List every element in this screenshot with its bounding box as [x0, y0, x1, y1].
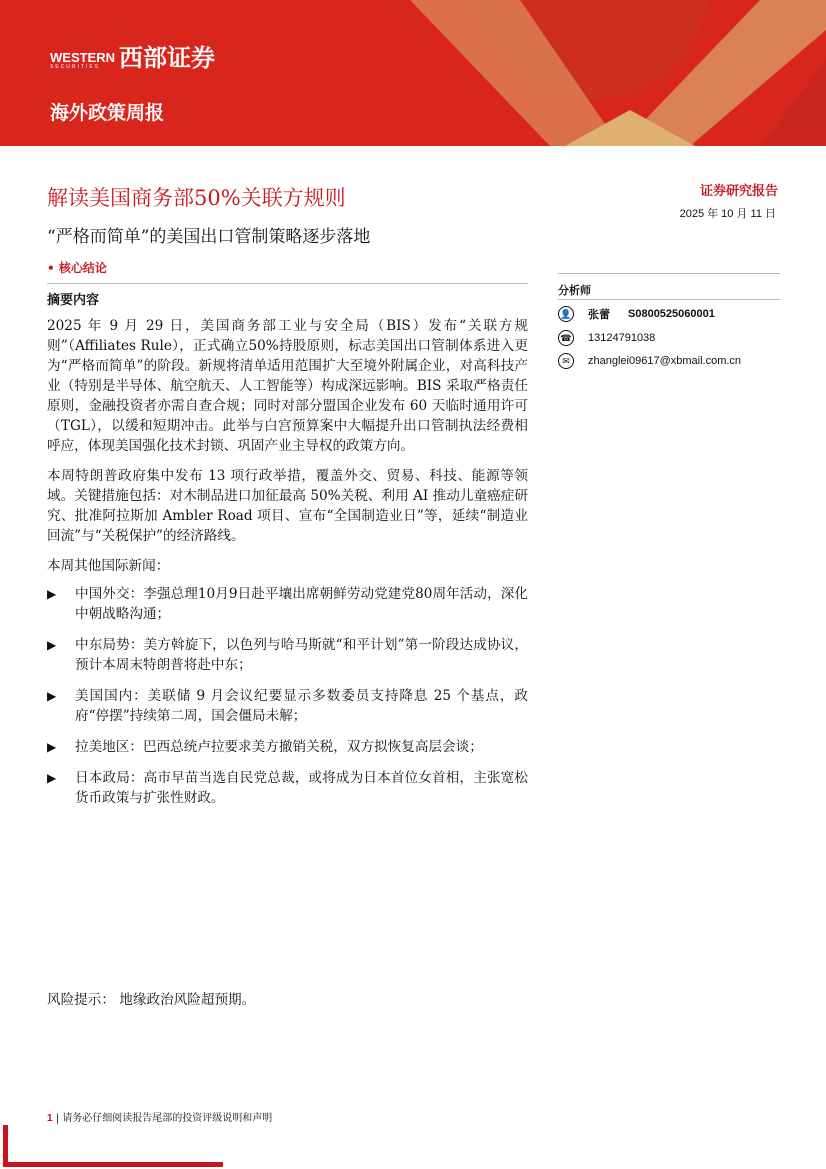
abstract-body: [47, 316, 528, 819]
risk-warning: 风险提示： 地缘政治风险超预期。: [47, 992, 256, 1008]
report-date: 2025 年 10 月 11 日: [679, 208, 776, 220]
analyst-email[interactable]: zhanglei09617@xbmail.com.cn: [588, 355, 742, 367]
analyst-heading: 分析师: [558, 284, 591, 297]
footer: [47, 1109, 272, 1124]
divider: [558, 273, 780, 274]
footer-bar: [3, 1162, 223, 1167]
divider: [558, 299, 780, 300]
list-item-text: 日本政局：高市早苗当选自民党总裁，或将成为日本首位女首相，主张宽松货币政策与扩张性财政。: [75, 770, 528, 806]
bullet-icon: ▶: [47, 740, 57, 754]
logo-cn: 西部证券: [119, 44, 215, 72]
analyst-cert: S0800525060001: [628, 308, 715, 320]
bullet-icon: ▶: [47, 771, 57, 785]
analyst-email-row: [558, 353, 741, 369]
list-item-text: 拉美地区：巴西总统卢拉要求美方撤销关税，双方拟恢复高层会谈；: [75, 739, 483, 755]
analyst-phone: 13124791038: [588, 332, 656, 344]
company-logo: [50, 46, 215, 70]
core-conclusion-heading: • 核心结论: [47, 261, 107, 275]
analyst-phone-row: [558, 330, 655, 346]
report-type: 证券研究报告: [699, 184, 778, 199]
page-number: 1: [47, 1113, 53, 1124]
list-item: [47, 768, 528, 808]
series-title: 海外政策周报: [50, 102, 165, 124]
logo-sub: SECURITIES: [50, 64, 101, 70]
list-item-text: 中东局势：美方斡旋下，以色列与哈马斯就“和平计划”第一阶段达成协议，预计本周末特朗普将赴中东；: [75, 637, 528, 673]
phone-icon: ☎: [558, 330, 574, 346]
list-item: [47, 584, 528, 624]
mail-icon: ✉: [558, 353, 574, 369]
list-item-text: 中国外交：李强总理10月9日赴平壤出席朝鲜劳动党建党80周年活动，深化中朝战略沟通；: [75, 586, 528, 622]
bullet-icon: ▶: [47, 638, 57, 652]
footer-note: 请务必仔细阅读报告尾部的投资评级说明和声明: [62, 1113, 273, 1124]
paragraph: 2025 年 9 月 29 日，美国商务部工业与安全局（BIS）发布“关联方规则”（Affiliates Rule），正式确立50%持股原则，标志美国出口管制体系进入更为“严格而简单”的阶段。新规将清单适用范围扩大至境外附属企业，对高科技产业（特别是半导体、航空航天、人工智能等）构成深远影响。BIS 采取严格责任原则，金融投资者亦需自查合规；同时对部分盟国企业发布 60 天临时通用许可（TGL），以缓和短期冲击。此举与白宫预算案中大幅提升出口管制执法经费相呼应，体现美国强化技术封锁、巩固产业主导权的政策方向。: [47, 318, 528, 454]
analyst-name: 张蕾: [588, 308, 610, 321]
analyst-name-row: [558, 306, 715, 322]
footer-separator: |: [55, 1113, 60, 1124]
list-item: [47, 686, 528, 726]
footer-bar: [3, 1125, 8, 1166]
report-subtitle: “严格而简单”的美国出口管制策略逐步落地: [47, 227, 371, 247]
divider: [47, 283, 528, 284]
paragraph: 本周特朗普政府集中发布 13 项行政举措，覆盖外交、贸易、科技、能源等领域。关键措施包括：对木制品进口加征最高 50%关税、利用 AI 推动儿童癌症研究、批准阿拉斯加 Ambler Road 项目、宣布“全国制造业日”等，延续“制造业回流”与“关税保护”的经济路线。: [47, 468, 528, 544]
bullet-icon: ▶: [47, 587, 57, 601]
list-item: [47, 635, 528, 675]
bullet-icon: ▶: [47, 689, 57, 703]
list-item-text: 美国国内：美联储 9 月会议纪要显示多数委员支持降息 25 个基点，政府“停摆”持续第二周，国会僵局未解；: [75, 688, 528, 724]
abstract-heading: 摘要内容: [47, 293, 100, 308]
person-icon: 👤: [558, 306, 574, 322]
paragraph: 本周其他国际新闻：: [47, 558, 170, 574]
header-banner: [0, 0, 826, 146]
report-title: 解读美国商务部50%关联方规则: [47, 186, 346, 210]
list-item: [47, 737, 528, 757]
logo-en: WESTERN: [50, 50, 115, 65]
